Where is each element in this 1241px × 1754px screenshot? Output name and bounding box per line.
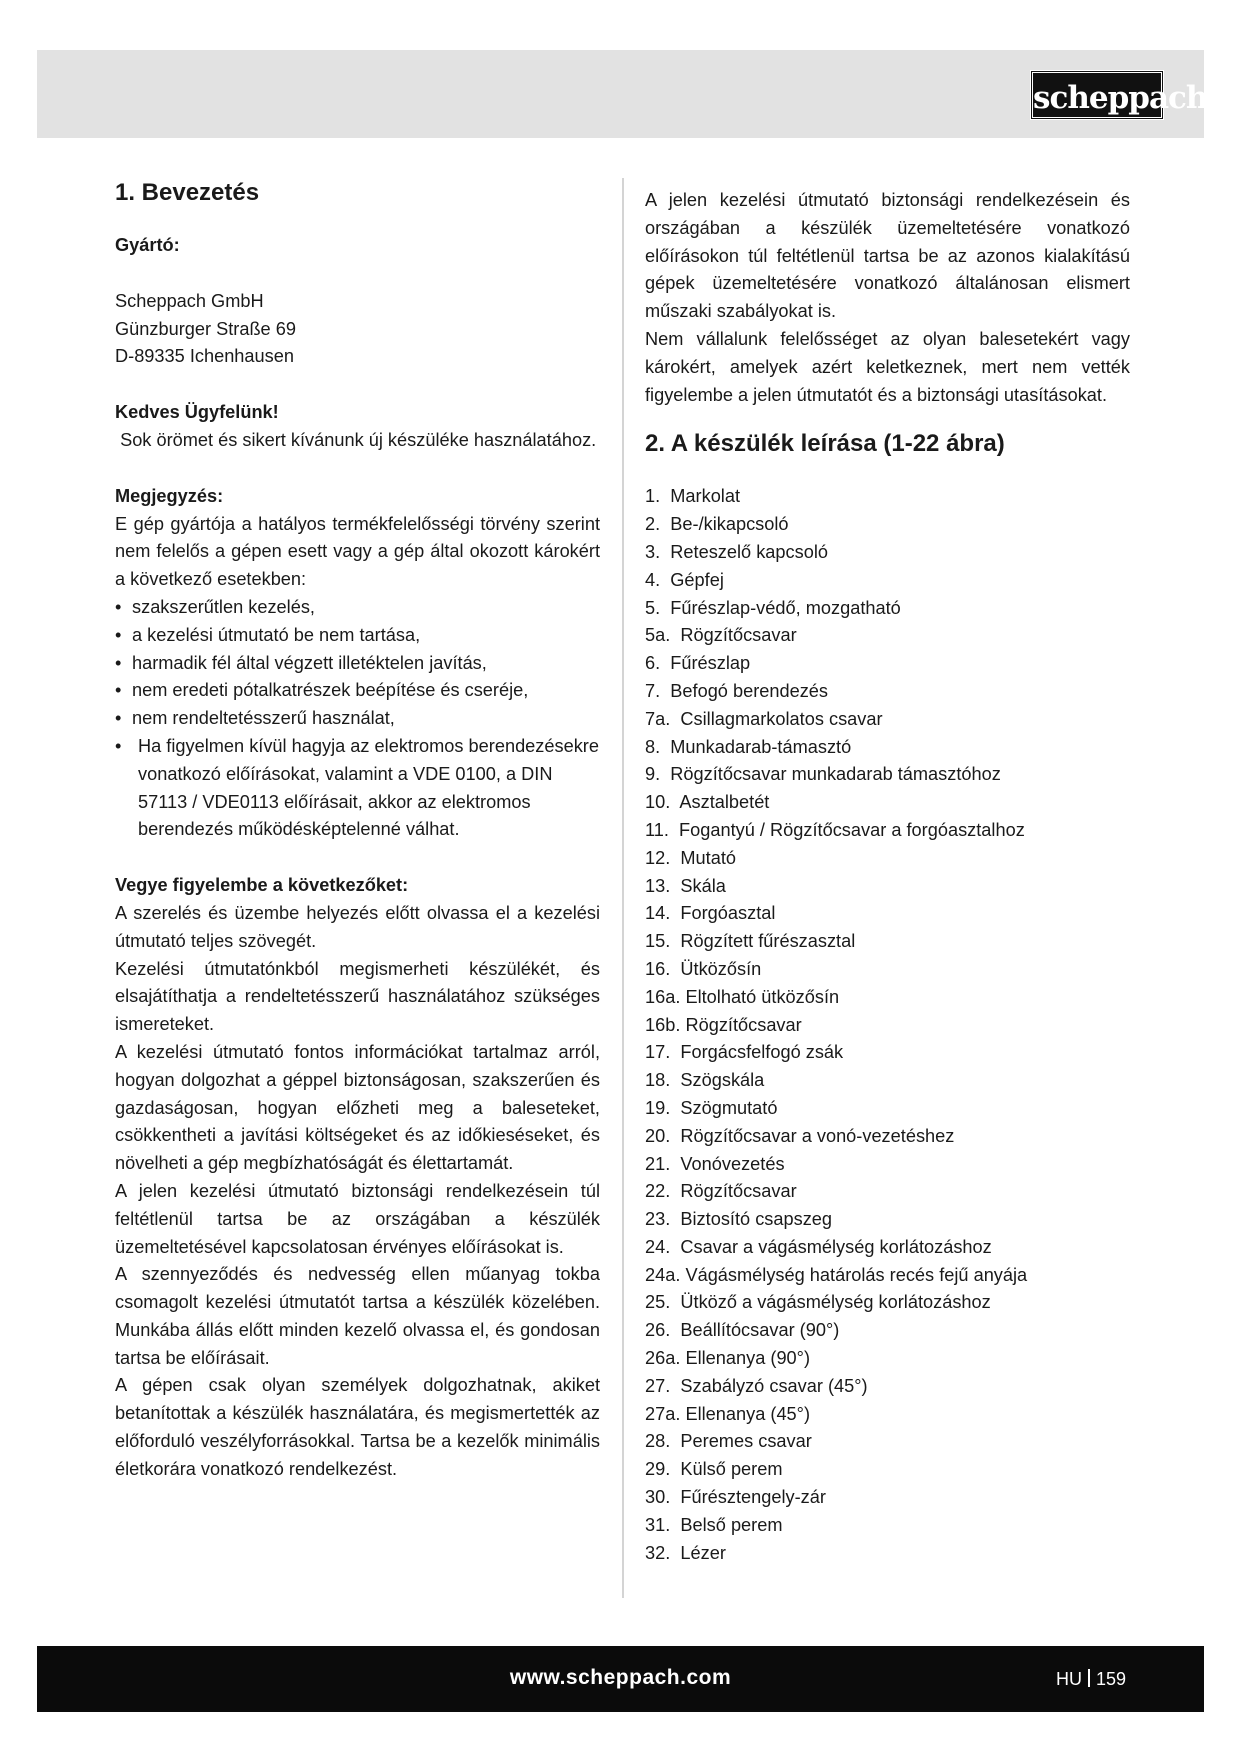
list-item: 16a. Eltolható ütközősín — [645, 986, 840, 1007]
list-item: 20. Rögzítőcsavar a vonó-vezetéshez — [645, 1125, 955, 1146]
list-item: 1. Markolat — [645, 486, 741, 507]
list-item: 25. Ütköző a vágásmélység korlátozáshoz — [645, 1292, 991, 1313]
paragraph: Nem vállalunk felelősséget az olyan balesetekért vagy károkért, amelyek azért keletkeznek, mert nem vették figyelembe a jelen útmutatót és a biztonsági utasításokat. — [645, 328, 1130, 405]
address-line: D-89335 Ichenhausen — [115, 346, 294, 367]
list-item: 18. Szögskála — [645, 1070, 765, 1091]
list-item: • szakszerűtlen kezelés, — [115, 594, 600, 622]
right-column — [645, 187, 1130, 1567]
list-item: 15. Rögzített fűrészasztal — [645, 931, 856, 952]
note-text: E gép gyártója a hatályos termékfelelősségi törvény szerint nem felelős a gépen esett vagy a gép által okozott károkért a következő esetekben: — [115, 513, 600, 590]
manufacturer-label: Gyártó: — [115, 235, 180, 255]
list-item: 8. Munkadarab-támasztó — [645, 736, 852, 757]
list-item: 7a. Csillagmarkolatos csavar — [645, 708, 883, 729]
list-item: 16b. Rögzítőcsavar — [645, 1014, 802, 1035]
left-column — [115, 178, 600, 1484]
list-item: • harmadik fél által végzett illetéktelen javítás, — [115, 650, 600, 678]
paragraph: Kezelési útmutatónkból megismerheti készülékét, és elsajátíthatja a rendeltetésszerű használatához szükséges ismereteket. — [115, 958, 600, 1035]
list-item: • nem rendeltetésszerű használat, — [115, 705, 600, 733]
list-item: 27a. Ellenanya (45°) — [645, 1403, 811, 1424]
list-item: 13. Skála — [645, 875, 726, 896]
list-item: 12. Mutató — [645, 847, 736, 868]
paragraph: A szennyeződés és nedvesség ellen műanyag tokba csomagolt kezelési útmutatót tartsa a készülék közelében. Munkába állás előtt minden kezelő olvassa el, és gondosan tartsa be előírásait. — [115, 1264, 600, 1368]
list-item: 23. Biztosító csapszeg — [645, 1209, 833, 1230]
consider-label: Vegye figyelembe a következőket: — [115, 875, 409, 896]
list-item: 24a. Vágásmélység határolás recés fejű anyája — [645, 1264, 1028, 1285]
header-band — [37, 50, 1208, 138]
list-item: • Ha figyelmen kívül hagyja az elektromos berendezésekre vonatkozó előírásokat, valamint a VDE 0100, a DIN 57113 / VDE0113 előírásait, akkor az elektromos berendezés működésképtelenné válhat. — [115, 733, 600, 844]
page-number: 159 — [1095, 1669, 1126, 1689]
list-item: 14. Forgóasztal — [645, 903, 776, 924]
address-line: Scheppach GmbH — [115, 290, 264, 311]
list-item: 26a. Ellenanya (90°) — [645, 1348, 811, 1369]
separator — [1088, 1669, 1090, 1687]
list-item: 5. Fűrészlap-védő, mozgatható — [645, 597, 901, 618]
list-item: 32. Lézer — [645, 1542, 726, 1563]
paragraph: A kezelési útmutató fontos információkat tartalmaz arról, hogyan dolgozhat a géppel biztonságosan, szakszerűen és gazdaságosan, hogyan előzheti meg a baleseteket, csökkentheti a javítási költségeket és az időkieséseket, és növelheti a gép megbízhatóságát és élettartamát. — [115, 1041, 600, 1174]
list-item: 24. Csavar a vágásmélység korlátozáshoz — [645, 1236, 992, 1257]
scheppach-logo: scheppach — [1030, 70, 1164, 120]
list-item: 28. Peremes csavar — [645, 1431, 812, 1452]
section-2-heading: 2. A készülék leírása (1-22 ábra) — [645, 430, 1005, 458]
list-item: • nem eredeti pótalkatrészek beépítése és cseréje, — [115, 677, 600, 705]
paragraph: A jelen kezelési útmutató biztonsági rendelkezésein és országában a készülék üzemeltetésére vonatkozó előírásokon túl feltétlenül tartsa be az azonos kialakítású gépek üzemeltetésére vonatkozó általánosan elismert műszaki szabályokat is. — [645, 190, 1130, 322]
list-item: 30. Fűrésztengely-zár — [645, 1487, 826, 1508]
greeting-label: Kedves Ügyfelünk! — [115, 402, 279, 423]
language-code: HU — [1055, 1669, 1082, 1689]
column-divider — [622, 178, 624, 1598]
list-item: 7. Befogó berendezés — [645, 680, 829, 701]
list-item: 26. Beállítócsavar (90°) — [645, 1320, 840, 1341]
note-bullet-list — [115, 594, 600, 844]
note-label: Megjegyzés: — [115, 485, 224, 506]
list-item: 5a. Rögzítőcsavar — [645, 625, 797, 646]
list-item: 10. Asztalbetét — [645, 792, 770, 813]
list-item: 29. Külső perem — [645, 1459, 783, 1480]
paragraph: A gépen csak olyan személyek dolgozhatnak, akiket betanítottak a készülék használatára, és megismertették az előforduló veszélyforrásokkal. Tartsa be a kezelők minimális életkorára vonatkozó rendelkezést. — [115, 1375, 600, 1479]
footer-bar — [37, 1646, 1204, 1712]
page-indicator — [1056, 1669, 1126, 1690]
list-item: 3. Reteszelő kapcsoló — [645, 541, 828, 562]
section-1-heading: 1. Bevezetés — [115, 179, 260, 206]
list-item: 17. Forgácsfelfogó zsák — [645, 1042, 844, 1063]
list-item: 2. Be-/kikapcsoló — [645, 514, 789, 535]
paragraph: A szerelés és üzembe helyezés előtt olvassa el a kezelési útmutató teljes szövegét. — [115, 902, 600, 951]
list-item: 27. Szabályzó csavar (45°) — [645, 1375, 868, 1396]
list-item: 21. Vonóvezetés — [645, 1153, 785, 1174]
list-item: 6. Fűrészlap — [645, 653, 751, 674]
parts-list — [645, 483, 1130, 1567]
greeting-text: Sok örömet és sikert kívánunk új készüléke használatához. — [115, 429, 597, 450]
address-line: Günzburger Straße 69 — [115, 318, 296, 339]
list-item: 11. Fogantyú / Rögzítőcsavar a forgóasztalhoz — [645, 819, 1025, 840]
list-item: 31. Belső perem — [645, 1514, 783, 1535]
list-item: • a kezelési útmutató be nem tartása, — [115, 622, 600, 650]
paragraph: A jelen kezelési útmutató biztonsági rendelkezésein túl feltétlenül tartsa be az országában a készülék üzemeltetésével kapcsolatosan érvényes előírásokat is. — [115, 1180, 600, 1257]
list-item: 4. Gépfej — [645, 569, 724, 590]
list-item: 9. Rögzítőcsavar munkadarab támasztóhoz — [645, 764, 1001, 785]
list-item: 19. Szögmutató — [645, 1097, 778, 1118]
list-item: 22. Rögzítőcsavar — [645, 1181, 797, 1202]
list-item: 16. Ütközősín — [645, 958, 762, 979]
website-link[interactable]: www.scheppach.com — [509, 1666, 732, 1689]
